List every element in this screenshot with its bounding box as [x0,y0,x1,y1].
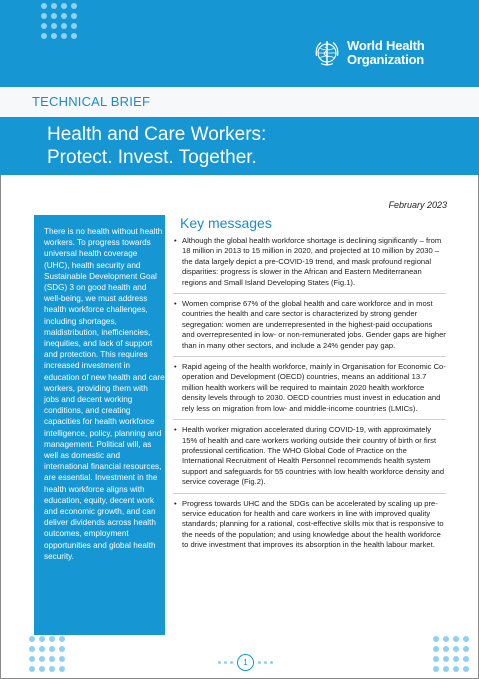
who-wordmark [347,39,425,67]
page-number: 1 [237,654,254,671]
key-message-item: • Progress towards UHC and the SDGs can be accelerated by scaling up pre-service education for health and care workers in line with improved quality standards; planning for a rational, cost-effective skills mix that is responsive to the needs of the population; and using knowledge about the health workforce to drive investment that improves its absorption in the health labour market. [173,499,446,551]
who-logo [312,38,425,68]
title-line1: Health and Care Workers: [47,124,267,145]
org-name-line2: Organization [347,52,425,67]
sidebar-panel [34,215,165,635]
document-type-label: TECHNICAL BRIEF [32,94,151,109]
divider [173,293,446,294]
key-messages-heading: Key messages [180,215,272,231]
key-message-item: • Women comprise 67% of the global health and care workforce and in most countries the health and care sector is characterized by strong gender segregation: women are underrepresented in the highest-paid occupations and overrepresented in low- or non-remunerated jobs. Gender gaps are higher than in many other sectors, and include a 24% gender pay gap. [173,299,446,351]
divider [173,419,446,420]
decorative-dot-grid [29,636,65,672]
publication-date: February 2023 [388,200,447,210]
decorative-dot-grid [41,3,77,39]
page-indicator [218,654,273,671]
sidebar-text: There is no health without health workers. To progress towards universal health coverage (UHC), health security and Sustainable Development Goal (SDG) 3 on good health and well-being, we must address health workforce challenges, including shortages, maldistribution, inefficiencies, inequities, and lack of support and protection. This requires increased investment in education of new health and care workers, providing them with jobs and decent working conditions, and creating capacities for health workforce intelligence, policy, planning and management. Political will, as well as domestic and international financial resources, are essential. Investment in the health workforce aligns with education, equity, decent work and economic growth, and can deliver dividends across health outcomes, employment opportunities and global health security. [44,227,165,561]
key-message-item: • Although the global health workforce shortage is declining significantly – from 18 million in 2013 to 15 million in 2020, and projected at 10 million by 2030 – the data largely depict a pre-COVID-19 trend, and mask profound regional disparities: progress is slower in the African and Eastern Mediterranean regions and Small Island Developing States (Fig.1). [173,236,446,288]
pager-dots-left [218,661,233,664]
page-title [47,123,266,169]
key-messages-list [173,236,446,556]
divider [173,356,446,357]
key-message-item: • Rapid ageing of the health workforce, mainly in Organisation for Economic Co-operation and Development (OECD) countries, means an additional 13.7 million health workers will be required to maintain 2020 health workforce density levels through to 2030. OECD countries must invest in education and rely less on migration from low- and middle-income countries (LMICs). [173,362,446,414]
who-emblem-icon [312,38,342,68]
org-name-line1: World Health [347,38,425,53]
key-message-item: • Health worker migration accelerated during COVID-19, with approximately 15% of health and care workers working outside their country of birth or first professional certification. The WHO Global Code of Practice on the International Recruitment of Health Personnel recommends health system support and safeguards for 55 countries with low health workforce density and service coverage (Fig.2). [173,425,446,487]
header-banner [0,0,479,175]
pager-dots-right [258,661,273,664]
divider [173,493,446,494]
decorative-dot-grid [433,636,469,672]
title-line2: Protect. Invest. Together. [47,147,257,168]
document-type-bar [0,87,479,117]
